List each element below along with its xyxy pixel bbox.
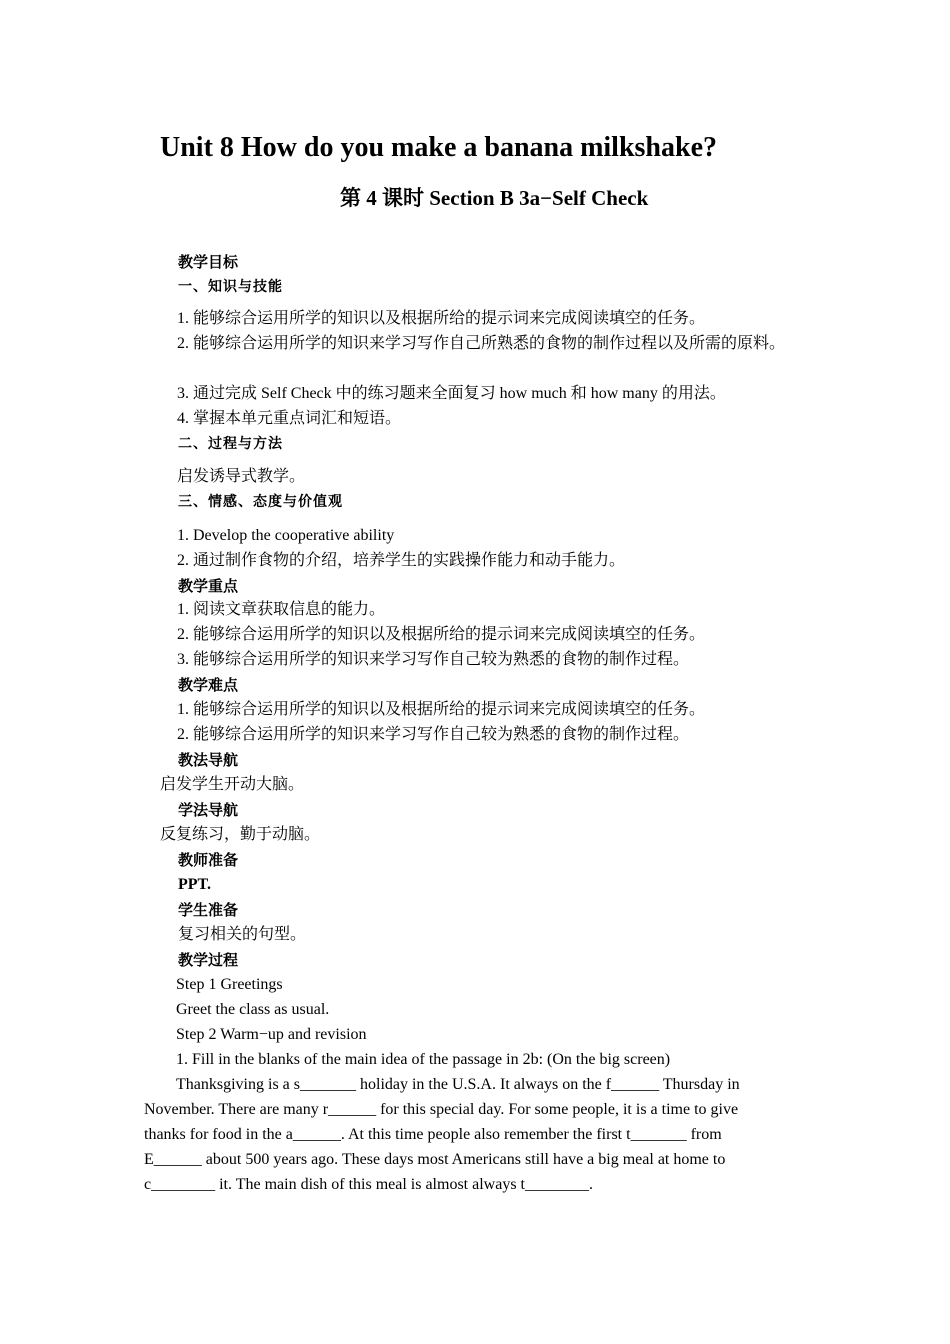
passage-line: c________ it. The main dish of this meal is almost always t________. (144, 1176, 593, 1193)
section-values-heading: 三、情感、态度与价值观 (178, 494, 343, 510)
values-item: 2. 通过制作食物的介绍，培养学生的实践操作能力和动手能力。 (177, 552, 626, 569)
process-line: Step 2 Warm−up and revision (176, 1026, 367, 1043)
knowledge-item: 4. 掌握本单元重点词汇和短语。 (177, 410, 402, 427)
process-line: Greet the class as usual. (176, 1001, 330, 1018)
section-knowledge-heading: 一、知识与技能 (178, 279, 283, 295)
section-process-method-heading: 二、过程与方法 (178, 436, 283, 452)
learning-method-heading: 学法导航 (178, 801, 239, 819)
passage-line: November. There are many r______ for this special day. For some people, it is a time to give (144, 1101, 739, 1118)
student-prep-text: 复习相关的句型。 (178, 926, 307, 943)
knowledge-item: 1. 能够综合运用所学的知识以及根据所给的提示词来完成阅读填空的任务。 (177, 310, 706, 327)
values-item: 1. Develop the cooperative ability (177, 527, 395, 544)
key-point-item: 1. 阅读文章获取信息的能力。 (177, 601, 386, 618)
lesson-subtitle: 第 4 课时 Section B 3a−Self Check (340, 186, 649, 210)
process-heading: 教学过程 (178, 951, 239, 969)
knowledge-item: 2. 能够综合运用所学的知识来学习写作自己所熟悉的食物的制作过程以及所需的原料。 (177, 335, 786, 352)
key-point-item: 3. 能够综合运用所学的知识来学习写作自己较为熟悉的食物的制作过程。 (177, 651, 690, 668)
process-method-text: 启发诱导式教学。 (177, 468, 306, 485)
difficulty-item: 2. 能够综合运用所学的知识来学习写作自己较为熟悉的食物的制作过程。 (177, 726, 690, 743)
teacher-prep-text: PPT. (178, 876, 212, 893)
passage-line: Thanksgiving is a s_______ holiday in the U.S.A. It always on the f______ Thursday in (176, 1076, 740, 1093)
difficulty-item: 1. 能够综合运用所学的知识以及根据所给的提示词来完成阅读填空的任务。 (177, 701, 706, 718)
passage-line: E______ about 500 years ago. These days most Americans still have a big meal at home to (144, 1151, 726, 1168)
difficulties-heading: 教学难点 (178, 676, 239, 694)
learning-method-text: 反复练习，勤于动脑。 (160, 826, 321, 843)
process-line: 1. Fill in the blanks of the main idea of the passage in 2b: (On the big screen) (176, 1051, 671, 1068)
objectives-heading: 教学目标 (178, 253, 239, 271)
key-points-heading: 教学重点 (178, 577, 239, 595)
teacher-prep-heading: 教师准备 (178, 851, 239, 869)
passage-line: thanks for food in the a______. At this time people also remember the first t_______ from (144, 1126, 722, 1143)
teaching-method-heading: 教法导航 (178, 751, 239, 769)
process-line: Step 1 Greetings (176, 976, 283, 993)
teaching-method-text: 启发学生开动大脑。 (160, 776, 305, 793)
knowledge-item: 3. 通过完成 Self Check 中的练习题来全面复习 how much 和 how many 的用法。 (177, 385, 726, 402)
student-prep-heading: 学生准备 (178, 901, 239, 919)
document-title: Unit 8 How do you make a banana milkshake? (160, 132, 718, 163)
key-point-item: 2. 能够综合运用所学的知识以及根据所给的提示词来完成阅读填空的任务。 (177, 626, 706, 643)
